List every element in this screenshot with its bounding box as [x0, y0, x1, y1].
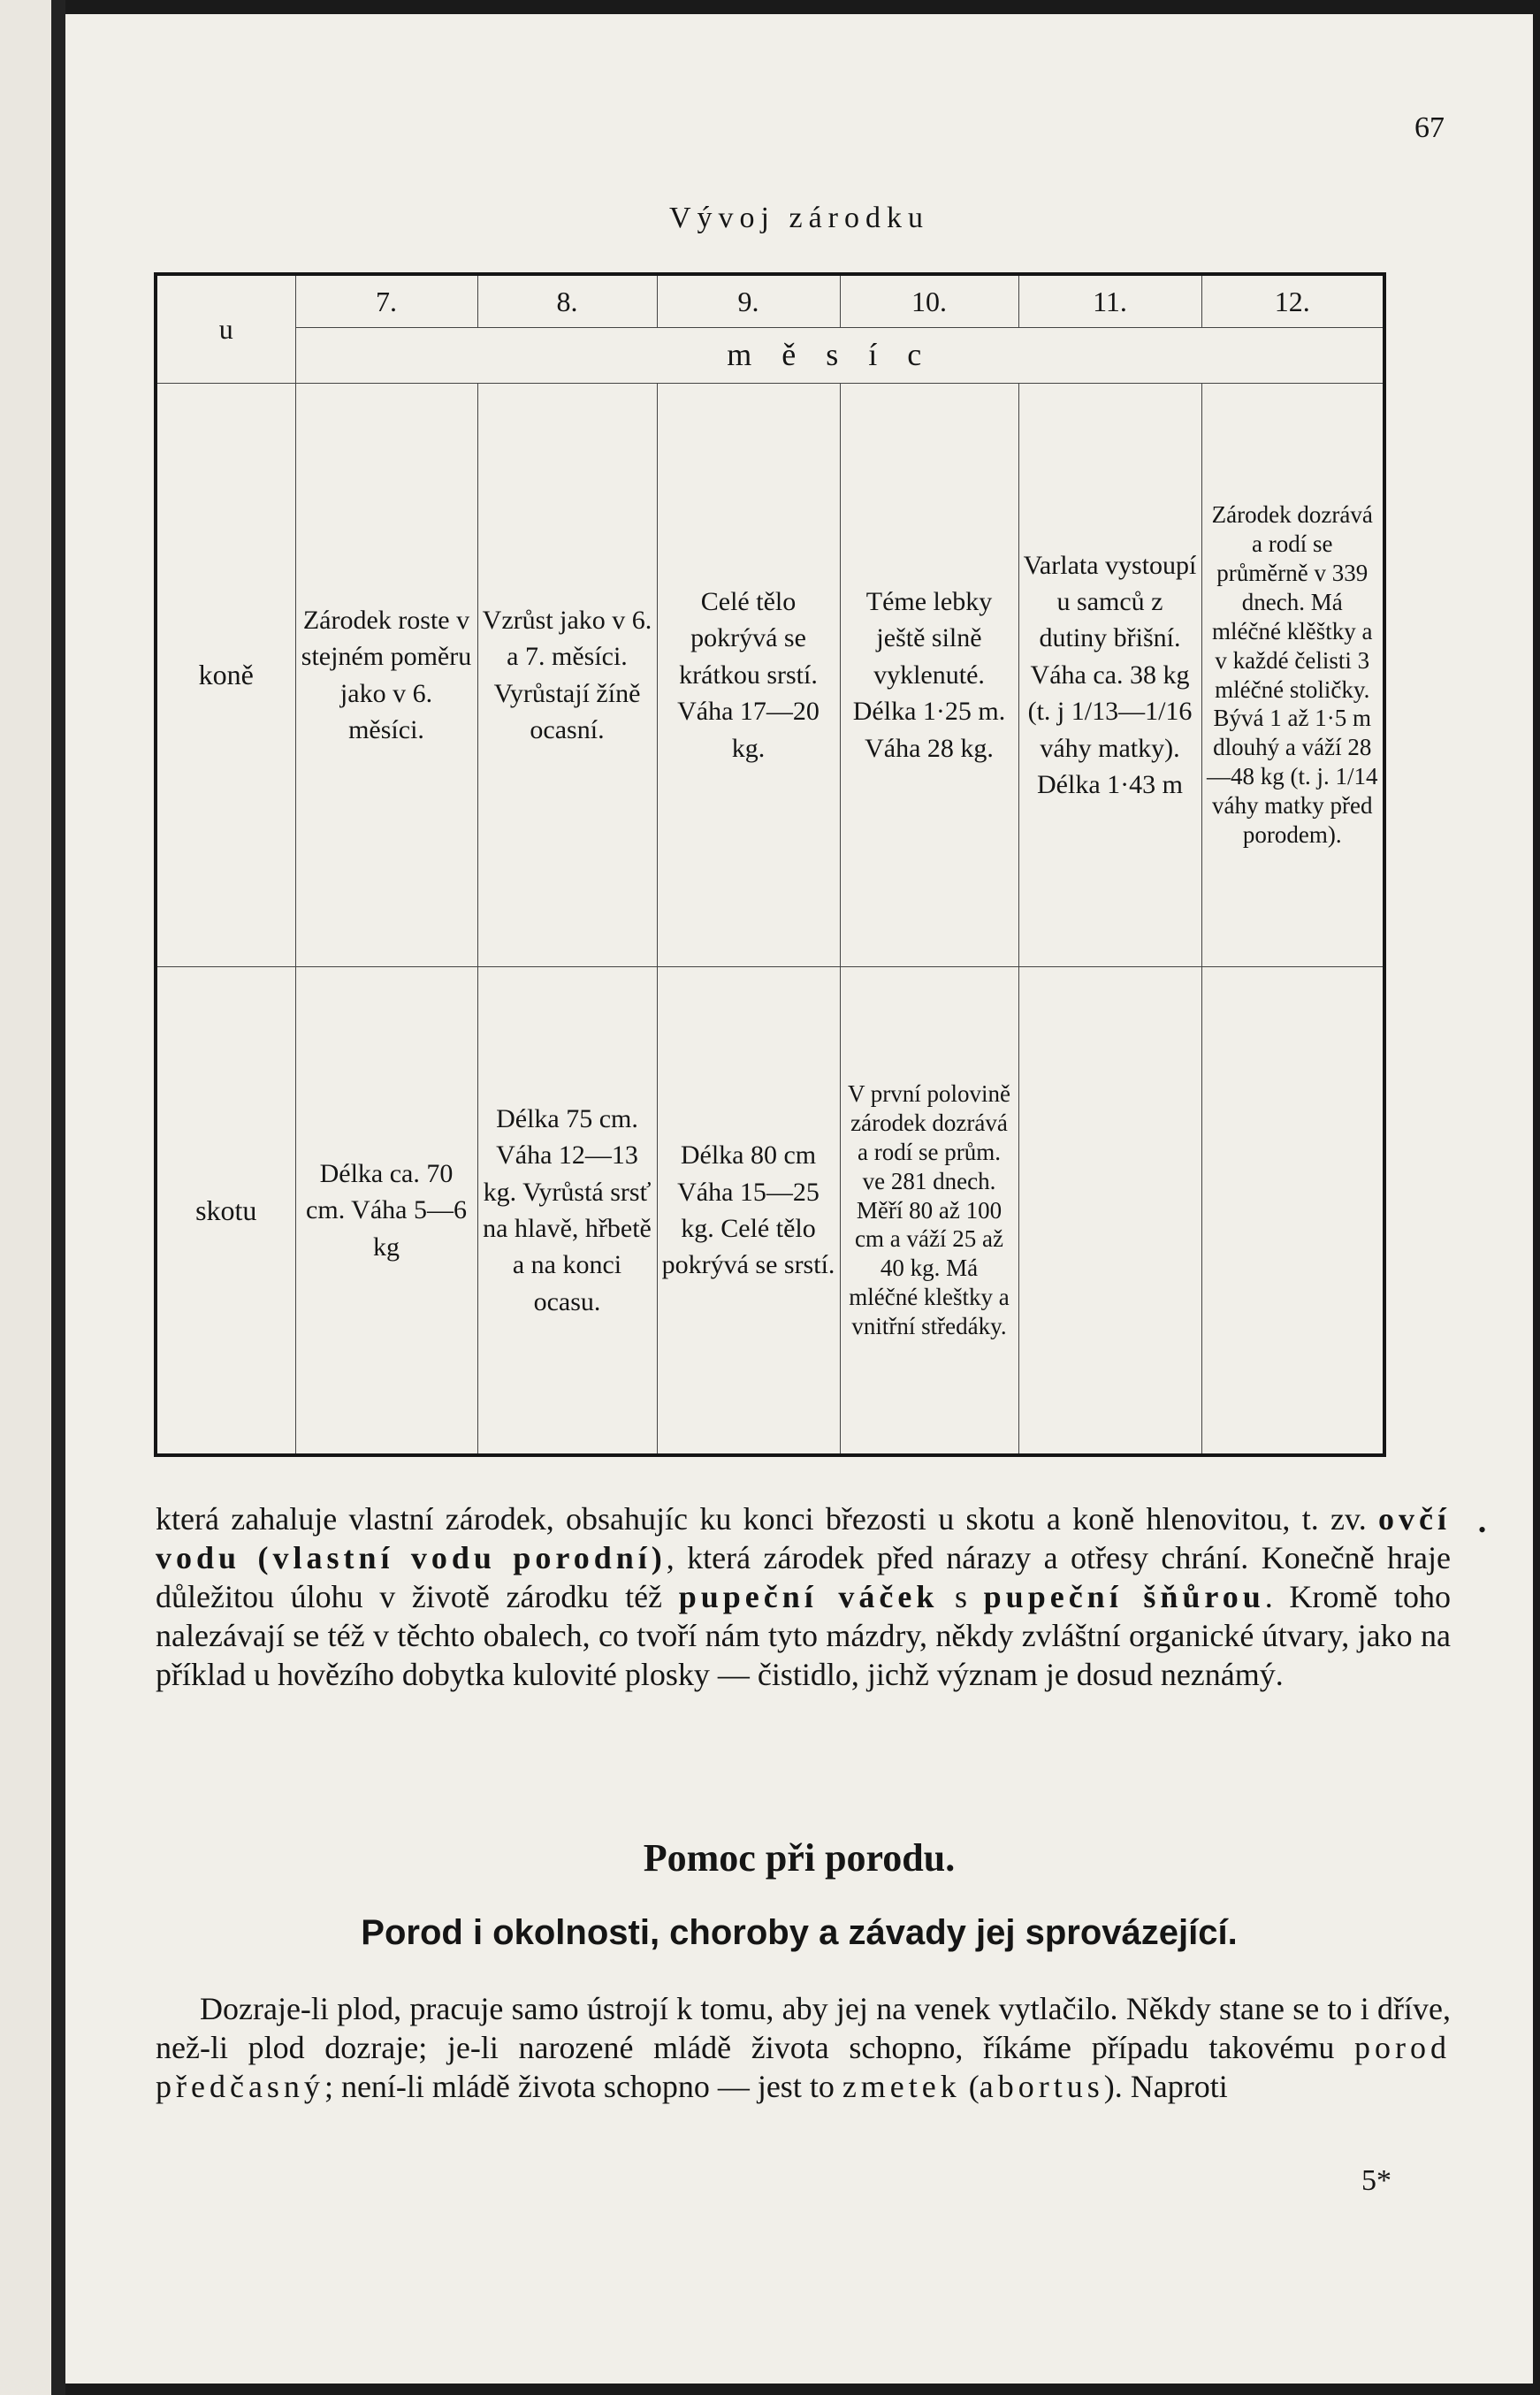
emphasis: abortus — [979, 2069, 1104, 2104]
text-run: Dozraje-li plod, pracuje samo ústrojí k tomu, aby jej na venek vytlačilo. Někdy stane se to i dříve, než-li plod dozraje; je-li narozené mládě života schopno, říkáme případu takovému — [156, 1991, 1451, 2065]
table-cell: Zárodek roste v stejném poměru jako v 6. měsíci. — [295, 384, 477, 967]
text-run: . Kromě toho nalezávají se též v těchto obalech, co tvoří nám tyto mázdry, někdy zvláštní organické útvary, jako na příklad u hovězího dobytka kulovité plosky — čistidlo, jichž význam je dosud neznámý. — [156, 1579, 1451, 1692]
table-cell: V první polovině zárodek dozrává a rodí se prům. ve 281 dnech. Měří 80 až 100 cm a váží 25 až 40 kg. Má mléčné kleštky a vnitřní středáky. — [840, 967, 1018, 1456]
months-label: měsíc — [295, 328, 1384, 384]
margin-dot: • — [1478, 1517, 1487, 1543]
text-run: ). Naproti — [1103, 2069, 1228, 2104]
table-cell: Vzrůst jako v 6. a 7. měsíci. Vyrůstají žíně ocasní. — [477, 384, 657, 967]
row-label: koně — [156, 384, 295, 967]
table-title: Vývoj zárodku — [668, 202, 929, 234]
text-run: která zahaluje vlastní zárodek, obsahujíc ku konci březosti u skotu a koně hlenovitou, t. zv. — [156, 1501, 1379, 1537]
table-cell — [1018, 967, 1201, 1456]
emphasis: porod předčasný — [156, 2030, 1451, 2104]
emphasis: pupeční váček — [678, 1579, 939, 1614]
subsection-heading: Porod i okolnosti, choroby a závady jej sprovázející. — [361, 1913, 1238, 1952]
month-header: 10. — [840, 274, 1018, 328]
paragraph-membranes — [156, 1499, 1451, 1694]
binding-shadow — [51, 0, 65, 2395]
development-table — [154, 272, 1386, 1457]
text-run: , která zárodek před nárazy a otřesy chrání. Konečně hraje důležitou úlohu v životě zárodku též — [156, 1540, 1452, 1614]
emphasis: ovčí vodu (vlastní vodu porodní) — [156, 1501, 1451, 1575]
table-row — [156, 384, 1384, 967]
table-cell: Téme lebky ještě silně vyklenuté. Délka 1·25 m. Váha 28 kg. — [840, 384, 1018, 967]
corner-label: u — [156, 274, 295, 384]
text-run: s — [938, 1579, 984, 1614]
table-cell: Délka 80 cm Váha 15—25 kg. Celé tělo pokrývá se srstí. — [657, 967, 840, 1456]
signature-mark: 5* — [1361, 2164, 1391, 2197]
section-heading: Pomoc při porodu. — [643, 1836, 956, 1880]
book-page — [65, 14, 1533, 2384]
table-cell — [1201, 967, 1384, 1456]
table-cell: Zárodek dozrává a rodí se průměrně v 339 dnech. Má mléčné klěštky a v každé čelisti 3 mléčné stoličky. Bývá 1 až 1·5 m dlouhý a váží 28—48 kg (t. j. 1/14 váhy matky před porodem). — [1201, 384, 1384, 967]
table-cell: Celé tělo pokrývá se krátkou srstí. Váha 17—20 kg. — [657, 384, 840, 967]
table-cell: Délka ca. 70 cm. Váha 5—6 kg — [295, 967, 477, 1456]
text-run: ; není-li mládě života schopno — jest to — [324, 2069, 842, 2104]
table-row — [156, 967, 1384, 1456]
month-header: 11. — [1018, 274, 1201, 328]
month-header: 12. — [1201, 274, 1384, 328]
table-cell: Varlata vystoupí u samců z dutiny břišní. Váha ca. 38 kg (t. j 1/13—1/16 váhy matky). Délka 1·43 m — [1018, 384, 1201, 967]
paragraph-birth — [156, 1989, 1451, 2106]
row-label: skotu — [156, 967, 295, 1456]
text-run: ( — [960, 2069, 980, 2104]
emphasis: pupeční šňůrou — [983, 1579, 1265, 1614]
emphasis: zmetek — [842, 2069, 961, 2104]
page-number: 67 — [1414, 111, 1445, 144]
month-header: 9. — [657, 274, 840, 328]
month-header: 8. — [477, 274, 657, 328]
month-header: 7. — [295, 274, 477, 328]
table-cell: Délka 75 cm. Váha 12—13 kg. Vyrůstá srsť na hlavě, hřbetě a na konci ocasu. — [477, 967, 657, 1456]
